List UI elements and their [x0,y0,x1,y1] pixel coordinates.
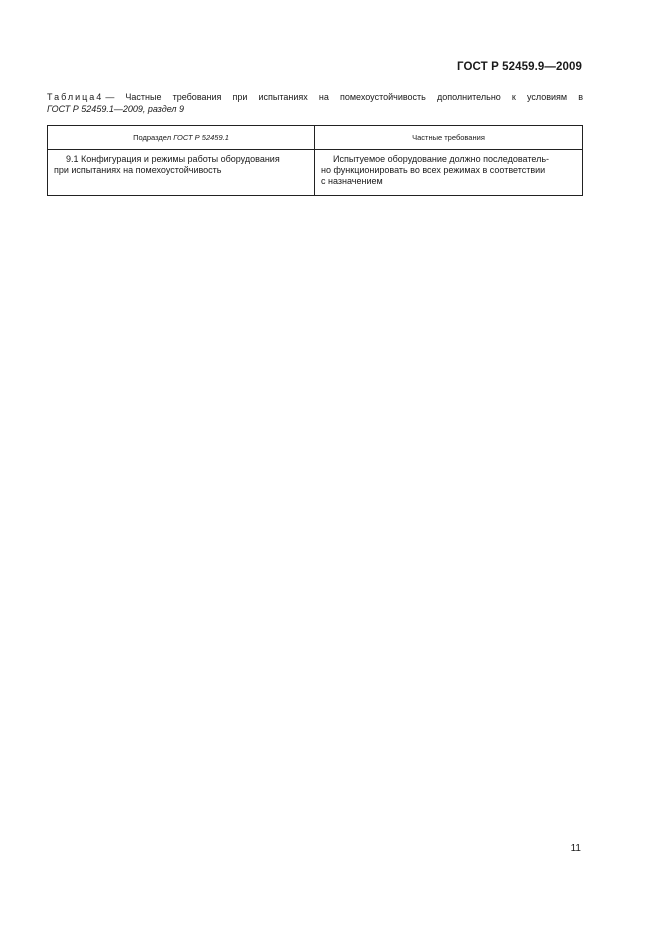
requirement-line: с назначением [321,176,383,186]
document-standard-id: ГОСТ Р 52459.9—2009 [457,61,582,73]
requirement-line: Испытуемое оборудование должно последователь- [333,154,550,164]
caption-reference: ГОСТ Р 52459.1—2009, раздел 9 [47,103,185,114]
caption-title: — Частные требования при испытаниях на помехоустойчивость дополнительно к условиям в [105,92,583,102]
requirement-line: но функционировать во всех режимах в соответствии [321,165,546,175]
subsection-line: при испытаниях на помехоустойчивость [54,165,222,175]
header-requirements-label: Частные требования [412,133,485,142]
table-row [48,150,583,196]
header-subsection [48,126,315,150]
subsection-cell [48,150,315,196]
header-subsection-prefix: Подраздел [133,133,172,142]
table-caption [47,92,583,115]
caption-number: 4 [96,92,102,102]
header-requirements [315,126,583,150]
caption-label: Таблица [47,92,97,102]
subsection-line: 9.1 Конфигурация и режимы работы оборудования [66,154,280,164]
caption-first-line [47,92,583,104]
header-subsection-ref: ГОСТ Р 52459.1 [173,133,229,142]
requirement-cell [315,150,583,196]
table-header-row [48,126,583,150]
requirements-table [47,125,583,196]
page-number: 11 [570,843,581,854]
